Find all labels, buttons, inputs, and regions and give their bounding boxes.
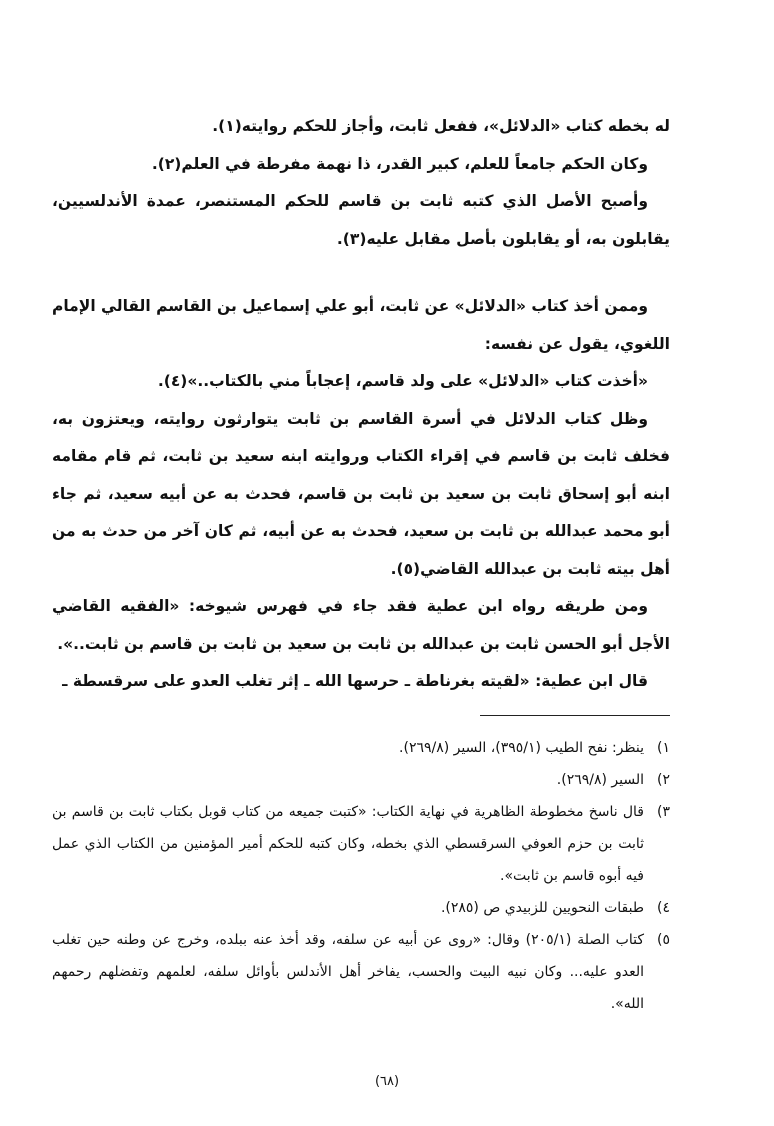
footnote bbox=[52, 892, 670, 924]
footnote-number: ٣) bbox=[657, 803, 670, 820]
quote: «أخذت كتاب «الدلائل» على ولد قاسم، إعجاباً مني بالكتاب..»(٤). bbox=[157, 372, 648, 390]
footnote bbox=[52, 732, 670, 764]
paragraph: ومن طريقه رواه ابن عطية فقد جاء في فهرس شيوخه: «الفقيه القاضي الأجل أبو الحسن ثابت بن عبدالله بن ثابت بن سعيد بن ثابت بن قاسم بن ثابت..». bbox=[52, 597, 670, 653]
footnote-text: طبقات النحويين للزبيدي ص (٢٨٥). bbox=[440, 899, 644, 916]
footnote-divider bbox=[480, 715, 670, 716]
footnote bbox=[52, 796, 670, 892]
paragraph: له بخطه كتاب «الدلائل»، ففعل ثابت، وأجاز للحكم روايته(١). bbox=[212, 117, 670, 135]
footnote-number: ٤) bbox=[657, 899, 670, 916]
footnote bbox=[52, 924, 670, 1020]
page bbox=[52, 108, 670, 1020]
footnote-text: كتاب الصلة (٢٠٥/١) وقال: «روى عن أبيه عن سلفه، وقد أخذ عنه ببلده، وخرج عن وطنه حين تغلب العدو عليه... وكان نبيه البيت والحسب، يفاخر أهل الأندلس بأوائل سلفه، لعلمهم وتفضلهم رحمهم الله». bbox=[52, 931, 644, 1012]
footnote-text: قال ناسخ مخطوطة الظاهرية في نهاية الكتاب: «كتبت جميعه من كتاب قوبل بكتاب ثابت بن قاسم بن ثابت بن حزم العوفي السرقسطي الذي بخطه، وكان كتبه للحكم أمير المؤمنين من الكتاب الذي عمل فيه أبوه قاسم بن ثابت». bbox=[52, 803, 644, 884]
paragraph: وظل كتاب الدلائل في أسرة القاسم بن ثابت يتوارثون روايته، ويعتزون به، فخلف ثابت بن قاسم في إقراء الكتاب وروايته ابنه سعيد بن ثابت، ثم قام مقامه ابنه أبو إسحاق ثابت بن سعيد بن ثابت بن قاسم، فحدث به عن أبيه سعيد، ثم جاء أبو محمد عبدالله بن ثابت بن سعيد، فحدث به عن أبيه، ثم كان آخر من حدث به من أهل بيته ثابت بن عبدالله القاضي(٥). bbox=[52, 409, 670, 578]
paragraph: وأصبح الأصل الذي كتبه ثابت بن قاسم للحكم المستنصر، عمدة الأندلسيين، يقابلون به، أو يقابلون بأصل مقابل عليه(٣). bbox=[52, 192, 670, 248]
footnotes bbox=[52, 732, 670, 1020]
paragraph: قال ابن عطية: «لقيته بغرناطة ـ حرسها الله ـ إثر تغلب العدو على سرقسطة ـ bbox=[62, 672, 648, 690]
footnote-text: السير (٢٦٩/٨). bbox=[556, 771, 644, 788]
footnote-text: ينظر: نفح الطيب (٣٩٥/١)، السير (٢٦٩/٨). bbox=[399, 739, 644, 756]
footnote-number: ٥) bbox=[657, 931, 670, 948]
paragraph: وممن أخذ كتاب «الدلائل» عن ثابت، أبو علي إسماعيل بن القاسم القالي الإمام اللغوي، يقول عن نفسه: bbox=[52, 297, 670, 353]
paragraph: وكان الحكم جامعاً للعلم، كبير القدر، ذا نهمة مفرطة في العلم(٢). bbox=[151, 154, 648, 173]
main-text bbox=[52, 108, 670, 701]
footnote-number: ١) bbox=[657, 739, 670, 756]
page-number: (٦٨) bbox=[374, 1074, 400, 1089]
footnote-number: ٢) bbox=[657, 771, 670, 788]
footnote bbox=[52, 764, 670, 796]
